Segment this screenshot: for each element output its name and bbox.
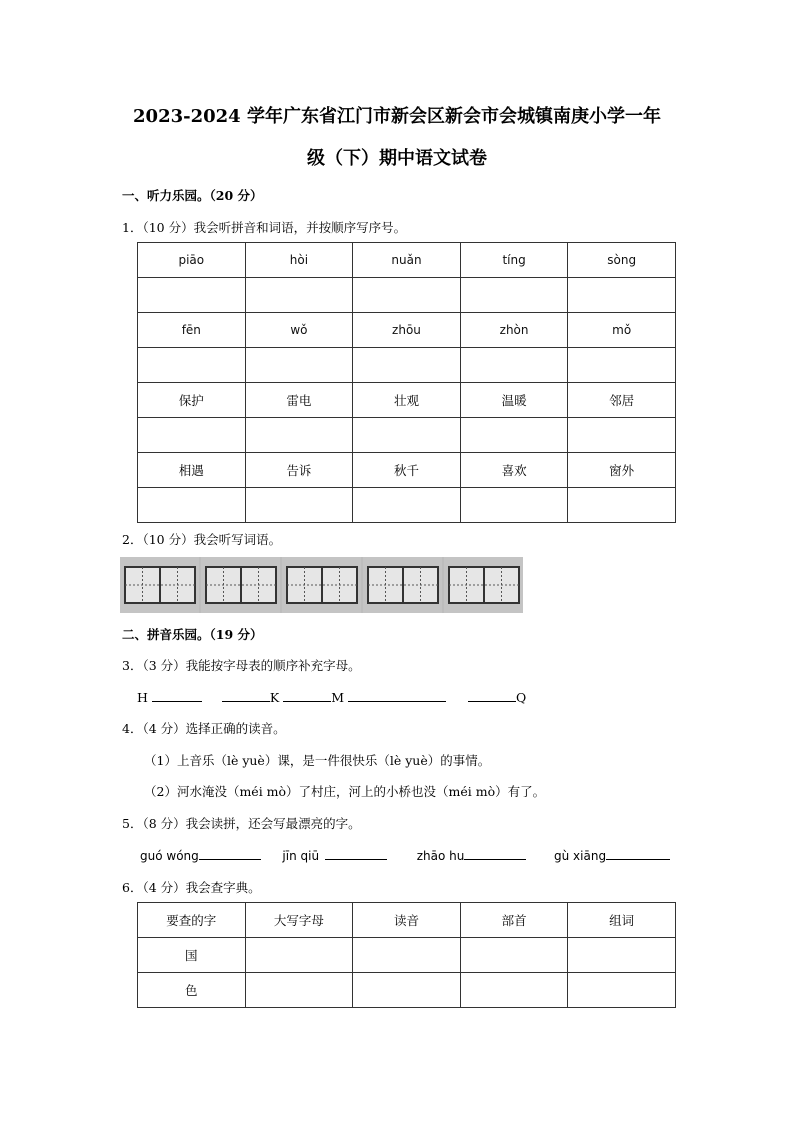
letter-blank[interactable] — [222, 688, 270, 702]
answer-cell[interactable] — [245, 348, 353, 383]
question-1-prompt: 1．（10 分）我会听拼音和词语，并按顺序写序号。 — [122, 220, 407, 235]
table-row — [138, 973, 676, 1008]
dictionary-table — [137, 902, 676, 1008]
write-blank[interactable] — [325, 846, 387, 860]
page-title-line-2: 级（下）期中语文试卷 — [307, 148, 487, 169]
answer-cell[interactable] — [568, 488, 676, 523]
answer-cell[interactable] — [138, 418, 246, 453]
section-2-heading: 二、拼音乐园。（19 分） — [122, 627, 263, 642]
letter-q: Q — [515, 690, 527, 705]
answer-cell[interactable] — [353, 278, 461, 313]
answer-row[interactable] — [138, 348, 676, 383]
write-blank[interactable] — [199, 846, 261, 860]
table-header: 部首 — [460, 903, 568, 938]
question-3-prompt: 3．（3 分）我能按字母表的顺序补充字母。 — [122, 658, 361, 673]
answer-cell[interactable] — [353, 488, 461, 523]
table-cell: 保护 — [138, 383, 246, 418]
letter-blank[interactable] — [152, 688, 202, 702]
answer-row[interactable] — [138, 488, 676, 523]
answer-cell[interactable] — [353, 418, 461, 453]
pinyin-item: gù xiāng — [554, 849, 607, 863]
table-cell: 国 — [138, 938, 246, 973]
answer-cell[interactable] — [245, 488, 353, 523]
table-cell: tíng — [460, 243, 568, 278]
answer-cell[interactable] — [568, 418, 676, 453]
question-4-item-1: （1）上音乐（lè yuè）课，是一件很快乐（lè yuè）的事情。 — [144, 753, 491, 768]
letter-blank[interactable] — [283, 688, 331, 702]
table-cell: 告诉 — [245, 453, 353, 488]
alphabet-fill-line — [137, 688, 526, 705]
tianzige-grid — [367, 566, 439, 604]
question-6-prompt: 6．（4 分）我会查字典。 — [122, 880, 261, 895]
tianzige-grid — [448, 566, 520, 604]
dictation-writing-grid[interactable] — [120, 557, 523, 613]
table-row — [138, 313, 676, 348]
table-cell: 温暖 — [460, 383, 568, 418]
answer-cell[interactable] — [460, 488, 568, 523]
answer-cell[interactable] — [568, 348, 676, 383]
letter-k: K — [269, 690, 280, 705]
table-cell: 窗外 — [568, 453, 676, 488]
word-writing-box[interactable] — [201, 557, 280, 613]
answer-cell[interactable] — [138, 278, 246, 313]
pinyin-write-line — [140, 846, 670, 863]
table-cell: piāo — [138, 243, 246, 278]
answer-cell[interactable] — [568, 938, 676, 973]
letter-blank[interactable] — [468, 688, 516, 702]
pinyin-item: jīn qiū — [282, 849, 320, 863]
answer-cell[interactable] — [460, 973, 568, 1008]
answer-cell[interactable] — [245, 278, 353, 313]
answer-cell[interactable] — [568, 973, 676, 1008]
tianzige-grid — [286, 566, 358, 604]
table-cell: 邻居 — [568, 383, 676, 418]
answer-cell[interactable] — [138, 348, 246, 383]
answer-cell[interactable] — [353, 348, 461, 383]
letter-h: H — [137, 690, 148, 705]
table-cell: zhòn — [460, 313, 568, 348]
table-header: 读音 — [353, 903, 461, 938]
table-row — [138, 453, 676, 488]
page-title-line-1: 2023-2024 学年广东省江门市新会区新会市会城镇南庚小学一年 — [133, 106, 661, 127]
table-cell: 壮观 — [353, 383, 461, 418]
write-blank[interactable] — [464, 846, 526, 860]
answer-cell[interactable] — [353, 938, 461, 973]
table-cell: 色 — [138, 973, 246, 1008]
table-row — [138, 243, 676, 278]
answer-cell[interactable] — [460, 278, 568, 313]
table-header-row — [138, 903, 676, 938]
table-row — [138, 938, 676, 973]
tianzige-grid — [124, 566, 196, 604]
answer-cell[interactable] — [568, 278, 676, 313]
pinyin-item: guó wóng — [140, 849, 199, 863]
answer-cell[interactable] — [245, 938, 353, 973]
answer-cell[interactable] — [353, 973, 461, 1008]
tianzige-grid — [205, 566, 277, 604]
table-cell: hòi — [245, 243, 353, 278]
table-row — [138, 383, 676, 418]
answer-row[interactable] — [138, 278, 676, 313]
letter-blank[interactable] — [348, 688, 446, 702]
table-cell: wǒ — [245, 313, 353, 348]
table-cell: 秋千 — [353, 453, 461, 488]
table-header: 大写字母 — [245, 903, 353, 938]
word-writing-box[interactable] — [282, 557, 361, 613]
table-header: 要查的字 — [138, 903, 246, 938]
answer-cell[interactable] — [460, 938, 568, 973]
answer-cell[interactable] — [460, 348, 568, 383]
answer-cell[interactable] — [245, 973, 353, 1008]
question-1-table — [137, 242, 676, 523]
table-cell: 喜欢 — [460, 453, 568, 488]
word-writing-box[interactable] — [444, 557, 523, 613]
answer-cell[interactable] — [460, 418, 568, 453]
table-cell: 雷电 — [245, 383, 353, 418]
word-writing-box[interactable] — [363, 557, 442, 613]
answer-row[interactable] — [138, 418, 676, 453]
table-cell: 相遇 — [138, 453, 246, 488]
question-2-prompt: 2．（10 分）我会听写词语。 — [122, 532, 282, 547]
section-1-heading: 一、听力乐园。（20 分） — [122, 188, 263, 203]
write-blank[interactable] — [606, 846, 670, 860]
word-writing-box[interactable] — [120, 557, 199, 613]
table-cell: mǒ — [568, 313, 676, 348]
table-cell: zhōu — [353, 313, 461, 348]
table-cell: sòng — [568, 243, 676, 278]
table-cell: nuǎn — [353, 243, 461, 278]
answer-cell[interactable] — [138, 488, 246, 523]
table-header: 组词 — [568, 903, 676, 938]
pinyin-item: zhāo hu — [416, 849, 465, 863]
question-4-prompt: 4．（4 分）选择正确的读音。 — [122, 721, 286, 736]
question-5-prompt: 5．（8 分）我会读拼，还会写最漂亮的字。 — [122, 816, 361, 831]
table-cell: fēn — [138, 313, 246, 348]
letter-m: M — [331, 690, 344, 705]
answer-cell[interactable] — [245, 418, 353, 453]
question-4-item-2: （2）河水淹没（méi mò）了村庄，河上的小桥也没（méi mò）有了。 — [144, 784, 546, 799]
